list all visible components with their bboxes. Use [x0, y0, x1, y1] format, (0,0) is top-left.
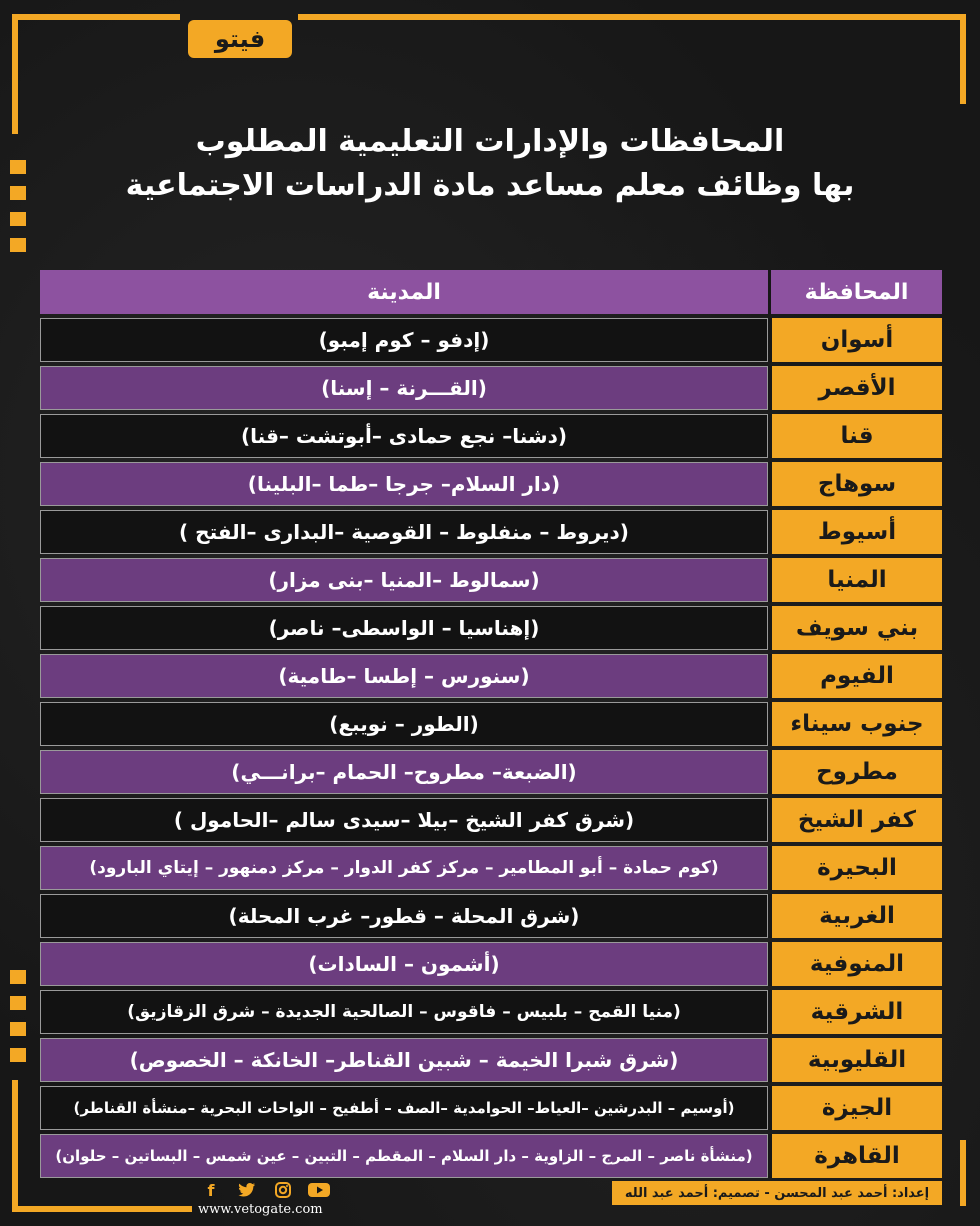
title-line-1: المحافظات والإدارات التعليمية المطلوب — [195, 124, 785, 159]
social-icons — [200, 1180, 330, 1200]
city-cell: (شرق شبرا الخيمة – شبين القناطر– الخانكة – الخصوص) — [40, 1038, 768, 1082]
frame-right-bottom-line — [960, 1140, 966, 1206]
frame-dash — [10, 238, 26, 252]
city-cell: (الطور – نويبع) — [40, 702, 768, 746]
table-row — [40, 1134, 942, 1178]
table-row — [40, 1086, 942, 1130]
frame-dash — [10, 186, 26, 200]
frame-dash — [10, 970, 26, 984]
governorate-cell: جنوب سيناء — [768, 702, 942, 746]
city-cell: (أشمون – السادات) — [40, 942, 768, 986]
governorate-cell: أسوان — [768, 318, 942, 362]
governorate-cell: المنوفية — [768, 942, 942, 986]
table-row — [40, 702, 942, 746]
city-cell: (الضبعة– مطروح– الحمام –برانـــي) — [40, 750, 768, 794]
governorate-cell: الغربية — [768, 894, 942, 938]
city-cell: (دار السلام– جرجا –طما –البلينا) — [40, 462, 768, 506]
table-row — [40, 798, 942, 842]
table-row — [40, 510, 942, 554]
governorate-cell: القليوبية — [768, 1038, 942, 1082]
table-row — [40, 894, 942, 938]
city-cell: (سمالوط –المنيا –بنى مزار) — [40, 558, 768, 602]
table-row — [40, 558, 942, 602]
governorate-cell: أسيوط — [768, 510, 942, 554]
logo-text: فيتو — [214, 25, 266, 53]
website-url[interactable]: www.vetogate.com — [198, 1202, 323, 1217]
governorates-table — [40, 266, 942, 1182]
credit-banner — [612, 1181, 942, 1205]
credit-text: إعداد: أحمد عبد المحسن - تصميم: أحمد عبد الله — [624, 1185, 930, 1201]
city-cell: (منشأة ناصر – المرج – الزاوية – دار السلام – المقطم – التبين – عين شمس – البساتين – حلوان) — [40, 1134, 768, 1178]
city-cell: (شرق المحلة – قطور– غرب المحلة) — [40, 894, 768, 938]
city-cell: (إهناسيا – الواسطى– ناصر) — [40, 606, 768, 650]
city-cell: (كوم حمادة – أبو المطامير – مركز كفر الدوار – مركز دمنهور – إيتاي البارود) — [40, 846, 768, 890]
city-cell: (ديروط – منفلوط – القوصية –البدارى –الفتح ) — [40, 510, 768, 554]
table-row — [40, 606, 942, 650]
table-row — [40, 750, 942, 794]
instagram-icon[interactable] — [272, 1180, 294, 1200]
page-title — [60, 120, 920, 208]
governorate-cell: الجيزة — [768, 1086, 942, 1130]
governorate-cell: سوهاج — [768, 462, 942, 506]
facebook-icon[interactable]: f — [207, 1180, 215, 1200]
table-row — [40, 942, 942, 986]
city-cell: (القـــرنة – إسنا) — [40, 366, 768, 410]
frame-bottom-line — [12, 1206, 192, 1212]
governorate-cell: قنا — [768, 414, 942, 458]
governorate-cell: مطروح — [768, 750, 942, 794]
governorate-cell: المنيا — [768, 558, 942, 602]
city-cell: (منيا القمح – بلبيس – فاقوس – الصالحية الجديدة – شرق الزقازيق) — [40, 990, 768, 1034]
title-line-2: بها وظائف معلم مساعد مادة الدراسات الاجتماعية — [125, 168, 855, 203]
city-cell: (شرق كفر الشيخ –بيلا –سيدى سالم –الحامول ) — [40, 798, 768, 842]
table-header-row — [40, 270, 942, 314]
governorate-cell: الأقصر — [768, 366, 942, 410]
governorate-cell: الفيوم — [768, 654, 942, 698]
table-row — [40, 414, 942, 458]
governorate-cell: بني سويف — [768, 606, 942, 650]
frame-left-line — [12, 14, 18, 134]
city-cell: (إدفو – كوم إمبو) — [40, 318, 768, 362]
frame-dash — [10, 1048, 26, 1062]
city-cell: (دشنا– نجع حمادى –أبوتشت –قنا) — [40, 414, 768, 458]
frame-dash — [10, 212, 26, 226]
table-row — [40, 654, 942, 698]
twitter-icon[interactable] — [236, 1180, 258, 1200]
governorate-cell: القاهرة — [768, 1134, 942, 1178]
table-row — [40, 462, 942, 506]
header-city: المدينة — [40, 270, 768, 314]
frame-left-bottom-line — [12, 1080, 18, 1210]
city-cell: (أوسيم – البدرشين –العياط– الحوامدية –الصف – أطفيح – الواحات البحرية –منشأة القناطر) — [40, 1086, 768, 1130]
table-row — [40, 846, 942, 890]
table-row — [40, 990, 942, 1034]
header-governorate: المحافظة — [768, 270, 942, 314]
table-row — [40, 366, 942, 410]
table-row — [40, 318, 942, 362]
frame-dash — [10, 160, 26, 174]
table-row — [40, 1038, 942, 1082]
frame-top-line — [12, 14, 180, 20]
youtube-icon[interactable] — [308, 1180, 330, 1200]
frame-dash — [10, 1022, 26, 1036]
governorate-cell: كفر الشيخ — [768, 798, 942, 842]
frame-dash — [10, 996, 26, 1010]
frame-top-line-right — [298, 14, 966, 20]
city-cell: (سنورس – إطسا –طامية) — [40, 654, 768, 698]
brand-logo — [188, 20, 292, 58]
governorate-cell: البحيرة — [768, 846, 942, 890]
frame-right-line — [960, 14, 966, 104]
governorate-cell: الشرقية — [768, 990, 942, 1034]
